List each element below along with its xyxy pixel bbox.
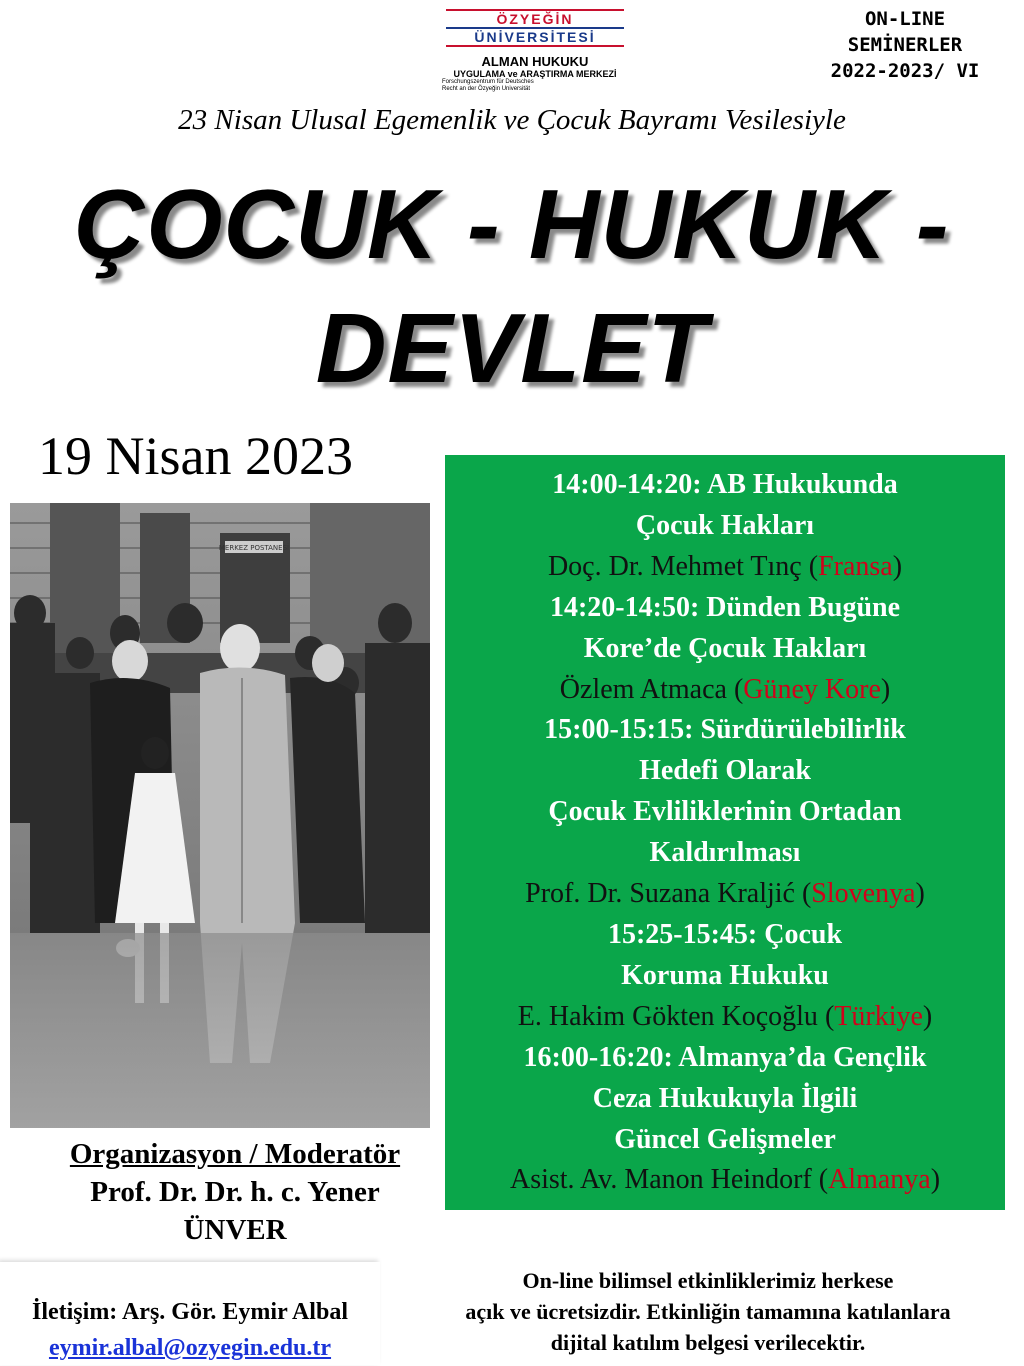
- participation-info: [398, 1265, 1018, 1358]
- session-2-country: Güney Kore: [743, 673, 881, 705]
- session-1-speaker: Doç. Dr. Mehmet Tınç: [547, 550, 802, 582]
- organization-label: Organizasyon / Moderatör: [69, 1138, 401, 1170]
- logo-university-name: ÖZYEĞİN: [496, 11, 574, 27]
- logo-subtitle: UYGULAMA ve ARAŞTIRMA MERKEZİ: [453, 69, 617, 79]
- session-3-country: Slovenya: [811, 878, 916, 910]
- program-session-4: [445, 915, 1005, 1038]
- photo-sign-text: MERKEZ POSTANESİ: [218, 544, 290, 552]
- university-logo: [420, 8, 650, 98]
- session-3-title-line-3: Çocuk Evliliklerinin Ortadan: [548, 796, 902, 828]
- title-line-2: DEVLET: [315, 293, 709, 403]
- session-5-speaker-line: Asist. Av. Manon Heindorf (Almanya): [509, 1164, 941, 1196]
- session-2-speaker-line: Özlem Atmaca (Güney Kore): [559, 673, 891, 705]
- session-2-title-line-2: Kore’de Çocuk Hakları: [583, 632, 867, 664]
- session-1-country: Fransa: [818, 550, 893, 582]
- program-session-2: [445, 588, 1005, 711]
- logo-department: ALMAN HUKUKU: [481, 54, 589, 69]
- photo-illustration: [10, 503, 430, 1128]
- event-title: [0, 162, 1024, 410]
- title-line-1: ÇOCUK - HUKUK -: [74, 169, 950, 279]
- session-1-title-line-1: 14:00-14:20: AB Hukukunda: [552, 469, 898, 500]
- session-2-speaker: Özlem Atmaca: [559, 673, 727, 705]
- session-2-title-line-1: 14:20-14:50: Dünden Bugüne: [549, 591, 901, 623]
- event-date: 19 Nisan 2023: [38, 426, 353, 486]
- program-session-3: [445, 710, 1005, 915]
- session-3-speaker-line: Prof. Dr. Suzana Kraljić (Slovenya): [525, 878, 925, 910]
- info-line-2: açık ve ücretsizdir. Etkinliğin tamamına katılanlara: [465, 1299, 951, 1324]
- session-3-speaker: Prof. Dr. Suzana Kraljić: [525, 878, 795, 910]
- logo-university-word: ÜNİVERSİTESİ: [474, 29, 596, 45]
- program-session-1: [445, 465, 1005, 588]
- logo-german-line-1: Forschungszentrum für Deutsches: [442, 79, 534, 85]
- seminar-series: [800, 6, 1010, 84]
- info-line-1: On-line bilimsel etkinliklerimiz herkese: [522, 1268, 894, 1293]
- organization-block: [0, 1135, 470, 1249]
- session-5-title-line-2: Ceza Hukukuyla İlgili: [592, 1082, 858, 1114]
- logo-bar-red-2: [446, 45, 624, 47]
- session-4-speaker-line: E. Hakim Gökten Koçoğlu (Türkiye): [517, 1000, 933, 1032]
- session-5-country: Almanya: [828, 1164, 931, 1196]
- session-1-speaker-line: Doç. Dr. Mehmet Tınç (Fransa): [547, 550, 903, 582]
- session-4-title-line-1: 15:25-15:45: Çocuk: [607, 918, 843, 950]
- contact-label: İletişim: Arş. Gör. Eymir Albal: [31, 1299, 348, 1325]
- series-line-3: 2022-2023/ VI: [830, 60, 980, 82]
- program-schedule: [445, 455, 1005, 1210]
- info-line-3: dijital katılım belgesi verilecektir.: [550, 1330, 866, 1355]
- series-line-1: ON-LINE: [864, 8, 946, 30]
- session-3-title-line-2: Hedefi Olarak: [639, 755, 811, 787]
- session-5-speaker: Asist. Av. Manon Heindorf: [509, 1164, 812, 1196]
- contact-block: [0, 1262, 380, 1365]
- series-line-2: SEMİNERLER: [847, 34, 963, 56]
- occasion-subtitle: 23 Nisan Ulusal Egemenlik ve Çocuk Bayramı Vesilesiyle: [178, 104, 846, 136]
- session-5-title-line-1: 16:00-16:20: Almanya’da Gençlik: [523, 1041, 927, 1073]
- contact-email-link[interactable]: eymir.albal@ozyegin.edu.tr: [48, 1335, 332, 1361]
- program-session-5: [445, 1038, 1005, 1202]
- session-5-title-line-3: Güncel Gelişmeler: [614, 1123, 836, 1155]
- session-4-title-line-2: Koruma Hukuku: [621, 959, 829, 991]
- moderator-name-line-1: Prof. Dr. Dr. h. c. Yener: [90, 1176, 380, 1208]
- session-4-speaker: E. Hakim Gökten Koçoğlu: [517, 1000, 818, 1032]
- session-4-country: Türkiye: [834, 1000, 923, 1032]
- logo-german-line-2: Recht an der Özyeğin Universität: [442, 86, 531, 92]
- session-3-title-line-1: 15:00-15:15: Sürdürülebilirlik: [544, 714, 906, 746]
- session-3-title-line-4: Kaldırılması: [649, 837, 801, 869]
- session-1-title-line-2: Çocuk Hakları: [635, 509, 815, 541]
- moderator-name-line-2: ÜNVER: [183, 1214, 287, 1246]
- historical-photo: [10, 503, 430, 1128]
